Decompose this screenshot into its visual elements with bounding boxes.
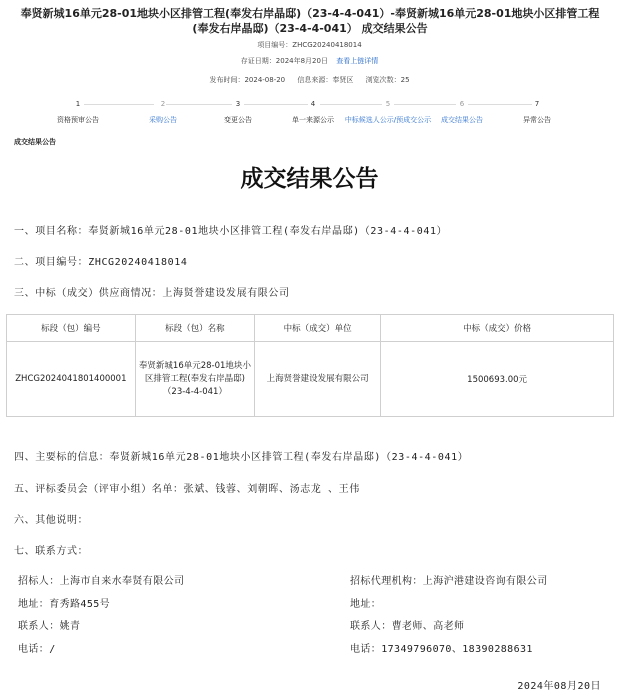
step-label: 成交结果公告: [441, 116, 483, 124]
project-number-meta: [0, 40, 619, 50]
chain-detail-link[interactable]: 查看上链详情: [336, 57, 379, 65]
step-label: 异常公告: [523, 116, 551, 124]
tenderer-contact-person: 联系人：姚青: [18, 621, 81, 632]
agent-address: 地址：: [350, 599, 382, 610]
document-title: 成交结果公告: [240, 165, 379, 192]
item-supplier: 三、中标（成交）供应商情况：上海贤誉建设发展有限公司: [14, 288, 290, 299]
table-cell-lot-number: ZHCG2024041801400001: [7, 342, 136, 417]
item-project-name: 一、项目名称：奉贤新城16单元28-01地块小区排管工程(奉发右岸晶邸)（23-4-4-041）: [14, 226, 448, 237]
archive-meta: [0, 56, 619, 66]
table-header-cell: 标段（包）名称: [135, 315, 254, 342]
step-label: 采购公告: [149, 116, 177, 124]
step-prequalification[interactable]: [33, 98, 123, 125]
table-cell-lot-name: 奉贤新城16单元28-01地块小区排管工程(奉发右岸晶邸)（23-4-4-041）: [135, 342, 254, 417]
table-header-row: [7, 315, 614, 342]
process-steps: [0, 98, 619, 138]
step-number: 1: [75, 100, 81, 108]
table-cell-winner: 上海贤誉建设发展有限公司: [255, 342, 381, 417]
section-label: 成交结果公告: [14, 138, 56, 146]
archive-date-text: 存证日期：2024年8月20日: [240, 57, 328, 65]
announcement-header-title: 奉贤新城16单元28-01地块小区排管工程(奉发右岸晶邸)（23-4-4-041）-奉贤新城16单元28-01地块小区排管工程(奉发右岸晶邸)（23-4-4-041） 成交结果公告: [20, 7, 600, 35]
table-header-cell: 标段（包）编号: [7, 315, 136, 342]
item-project-number: 二、项目编号：ZHCG20240418014: [14, 257, 188, 268]
info-source-text: 信息来源：奉贤区: [297, 76, 354, 84]
view-count-text: 浏览次数：25: [365, 76, 410, 84]
tenderer-address: 地址：育秀路455号: [18, 599, 111, 610]
publish-date: 2024年08月20日: [517, 681, 601, 692]
step-label: 单一来源公示: [292, 116, 334, 124]
publish-meta: [0, 75, 619, 85]
item-contact: 七、联系方式：: [14, 546, 89, 557]
project-number-text: 项目编号：ZHCG20240418014: [257, 41, 362, 49]
step-number: 5: [385, 100, 391, 108]
table-header-cell: 中标（成交）单位: [255, 315, 381, 342]
publish-time-text: 发布时间：2024-08-20: [209, 76, 286, 84]
step-number: 2: [160, 100, 166, 108]
table-cell-price: 1500693.00元: [381, 342, 614, 417]
step-label: 资格预审公告: [57, 116, 99, 124]
step-abnormal[interactable]: [492, 98, 582, 125]
step-number: 6: [459, 100, 465, 108]
step-number: 7: [534, 100, 540, 108]
agent-name: 招标代理机构：上海沪港建设咨询有限公司: [350, 576, 548, 587]
table-header-cell: 中标（成交）价格: [381, 315, 614, 342]
item-other-notes: 六、其他说明：: [14, 515, 89, 526]
step-number: 3: [235, 100, 241, 108]
table-row: [7, 342, 614, 417]
agent-contact-person: 联系人：曹老师、高老师: [350, 621, 465, 632]
item-main-subject: 四、主要标的信息：奉贤新城16单元28-01地块小区排管工程(奉发右岸晶邸)（23-4-4-041）: [14, 452, 469, 463]
item-committee: 五、评标委员会（评审小组）名单：张斌、钱蓉、刘朝晖、汤志龙 、王伟: [14, 484, 360, 495]
step-label: 变更公告: [224, 116, 252, 124]
agent-phone: 电话：17349796070、18390288631: [350, 644, 533, 655]
step-label: 中标候选人公示/预成交公示: [344, 116, 432, 124]
step-number: 4: [310, 100, 316, 108]
tenderer-phone: 电话：/: [18, 644, 56, 655]
tenderer-name: 招标人：上海市自来水奉贤有限公司: [18, 576, 185, 587]
result-table: [6, 314, 614, 417]
